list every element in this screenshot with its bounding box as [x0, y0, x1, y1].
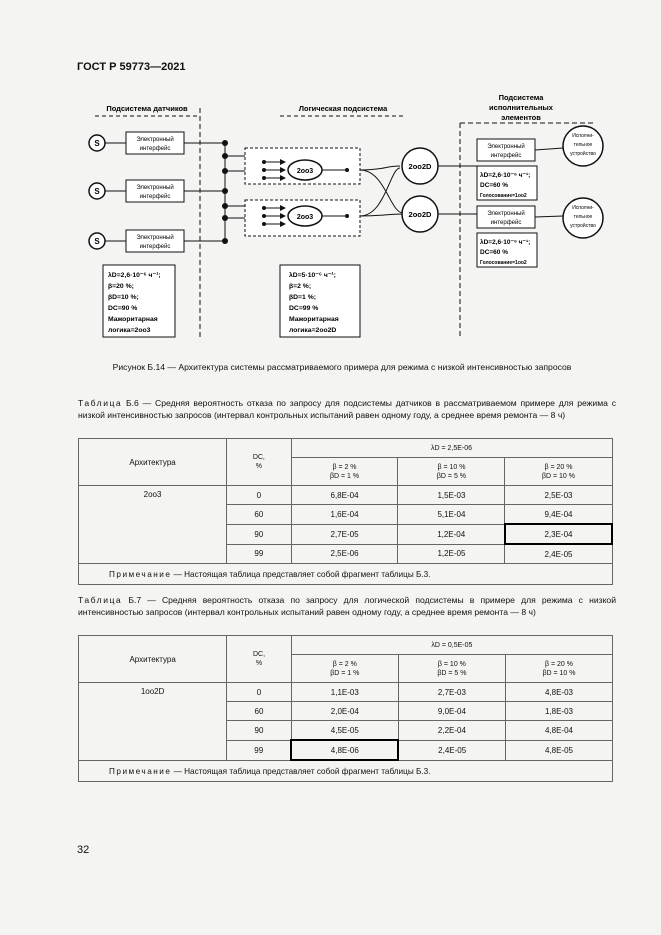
svg-text:Электронный: Электронный: [136, 235, 174, 241]
svg-text:S: S: [94, 139, 100, 148]
table7-header-architecture: Архитектура: [79, 636, 227, 683]
svg-text:Мажоритарная: Мажоритарная: [289, 316, 339, 323]
table-row: 60 2,0E-04 9,0E-04 1,8E-03: [79, 702, 613, 721]
svg-text:интерфейс: интерфейс: [139, 146, 171, 152]
table6-note: Примечание — Настоящая таблица представляет собой фрагмент таблицы Б.3.: [79, 564, 613, 585]
voter-2oo2D-1: [402, 148, 438, 184]
table6-header-dc: DC, %: [227, 439, 291, 486]
table-row: 2oo3 0 6,8E-04 1,5E-03 2,5E-03: [79, 486, 613, 505]
svg-text:β=20 %;: β=20 %;: [108, 283, 134, 290]
svg-text:S: S: [94, 187, 100, 196]
logic-block-2: [245, 200, 360, 236]
svg-text:Электронный: Электронный: [487, 211, 525, 217]
actuator-interface-1: [477, 139, 535, 161]
svg-text:β=2 %;: β=2 %;: [289, 283, 312, 290]
svg-text:DC=60 %: DC=60 %: [480, 182, 508, 189]
figure-caption: Рисунок Б.14 — Архитектура системы рассматриваемого примера для режима с низкой интенсивностью запросов: [112, 362, 572, 372]
table7-note: Примечание — Настоящая таблица представляет собой фрагмент таблицы Б.3.: [79, 760, 613, 782]
table6-architecture: 2oo3: [79, 486, 227, 564]
svg-text:логика=2oo2D: логика=2oo2D: [289, 327, 337, 334]
table-row: 1oo2D 0 1,1E-03 2,7E-03 4,8E-03: [79, 683, 613, 702]
svg-text:логика=2oo3: логика=2oo3: [108, 327, 151, 334]
table6-header-lambda: λD = 2,5E-06: [291, 439, 612, 458]
table7-header-beta-1: β = 2 % βD = 1 %: [291, 655, 398, 683]
logic-subsystem-title: Логическая подсистема: [298, 104, 388, 113]
table6-header-beta-3: β = 20 % βD = 10 %: [505, 458, 612, 486]
svg-text:Исполни-: Исполни-: [572, 133, 594, 139]
table6-header-beta-1: β = 2 % βD = 1 %: [291, 458, 398, 486]
svg-text:устройство: устройство: [570, 223, 596, 229]
svg-text:Голосование=1oo2: Голосование=1oo2: [480, 193, 527, 199]
sensor-interface-3: [126, 230, 184, 252]
table7-caption: Таблица Б.7 — Средняя вероятность отказа по запросу для логической подсистемы в примере для режима с низкой интенсивностью запросов (интервал контрольных испытаний равен одному году, а среднее время ремонта — 8 ч): [78, 595, 617, 617]
table7-highlighted-cell: 4,8E-06: [291, 740, 398, 760]
page-number: 32: [77, 844, 90, 856]
svg-text:2oo2D: 2oo2D: [408, 210, 432, 219]
executive-device-1: [563, 126, 603, 166]
svg-text:βD=10 %;: βD=10 %;: [108, 294, 139, 301]
actuator-params-1: [477, 166, 537, 200]
actuator-subsystem-title-1: Подсистема: [498, 93, 544, 102]
logic-params: [280, 265, 360, 337]
svg-text:DC=90 %: DC=90 %: [108, 305, 138, 312]
actuator-params-2: [477, 233, 537, 267]
svg-text:λD=5·10⁻⁶ ч⁻¹;: λD=5·10⁻⁶ ч⁻¹;: [289, 272, 336, 279]
sensor-params: [103, 265, 175, 337]
table7-header-beta-2: β = 10 % βD = 5 %: [398, 655, 505, 683]
document-header: ГОСТ Р 59773—2021: [77, 61, 186, 73]
sensor-3: [89, 233, 105, 249]
table7-header-lambda: λD = 0,5E-05: [291, 636, 612, 655]
table-row: 60 1,6E-04 5,1E-04 9,4E-04: [79, 505, 613, 525]
table6: [78, 438, 613, 585]
table7: [78, 635, 613, 782]
sensor-2: [89, 183, 105, 199]
table-row: 90 2,7E-05 1,2E-04 2,3E-04: [79, 524, 613, 544]
svg-text:DC=99 %: DC=99 %: [289, 305, 319, 312]
svg-text:2oo2D: 2oo2D: [408, 162, 432, 171]
actuator-subsystem-title-3: элементов: [501, 113, 541, 122]
svg-text:Электронный: Электронный: [136, 137, 174, 143]
svg-text:λD=2,6·10⁻⁶ ч⁻¹;: λD=2,6·10⁻⁶ ч⁻¹;: [108, 272, 161, 279]
svg-text:интерфейс: интерфейс: [490, 153, 522, 159]
sensor-interface-1: [126, 132, 184, 154]
table6-caption: Таблица Б.6 — Средняя вероятность отказа по запросу для подсистемы датчиков в рассматриваемом примере для режима с низкой интенсивностью запросов (интервал контрольных испытаний равен одному году, а среднее время ремонта — 8 ч): [78, 398, 616, 420]
svg-text:Мажоритарная: Мажоритарная: [108, 316, 158, 323]
svg-text:Электронный: Электронный: [136, 185, 174, 191]
architecture-diagram: [75, 88, 615, 343]
table-row: 99 4,8E-06 2,4E-05 4,8E-05: [79, 740, 613, 760]
logic-block-1: [245, 148, 360, 184]
table6-header-beta-2: β = 10 % βD = 5 %: [398, 458, 505, 486]
svg-text:Голосование=1oo2: Голосование=1oo2: [480, 260, 527, 266]
svg-text:λD=2,6·10⁻⁶ ч⁻¹;: λD=2,6·10⁻⁶ ч⁻¹;: [480, 172, 531, 179]
svg-text:S: S: [94, 237, 100, 246]
actuator-subsystem-title-2: исполнительных: [489, 103, 553, 112]
svg-text:2oo3: 2oo3: [296, 214, 314, 221]
sensor-subsystem-title: Подсистема датчиков: [106, 104, 188, 113]
table-row: 99 2,5E-06 1,2E-05 2,4E-05: [79, 544, 613, 564]
svg-text:λD=2,6·10⁻⁶ ч⁻¹;: λD=2,6·10⁻⁶ ч⁻¹;: [480, 239, 531, 246]
svg-text:Электронный: Электронный: [487, 144, 525, 150]
table6-highlighted-cell: 2,3E-04: [505, 524, 612, 544]
actuator-interface-2: [477, 206, 535, 228]
svg-text:Исполни-: Исполни-: [572, 205, 594, 211]
voter-2oo2D-2: [402, 196, 438, 232]
svg-text:интерфейс: интерфейс: [490, 220, 522, 226]
table7-architecture: 1oo2D: [79, 683, 227, 761]
table7-header-beta-3: β = 20 % βD = 10 %: [505, 655, 612, 683]
svg-text:интерфейс: интерфейс: [139, 194, 171, 200]
svg-text:устройство: устройство: [570, 151, 596, 157]
executive-device-2: [563, 198, 603, 238]
table7-header-dc: DC, %: [227, 636, 292, 683]
svg-text:DC=60 %: DC=60 %: [480, 249, 508, 256]
svg-text:βD=1 %;: βD=1 %;: [289, 294, 317, 301]
svg-text:тельное: тельное: [573, 142, 593, 148]
sensor-interface-2: [126, 180, 184, 202]
table6-header-architecture: Архитектура: [79, 439, 227, 486]
table-row: 90 4,5E-05 2,2E-04 4,8E-04: [79, 721, 613, 741]
svg-text:интерфейс: интерфейс: [139, 244, 171, 250]
svg-text:тельное: тельное: [573, 214, 593, 220]
svg-text:2oo3: 2oo3: [296, 168, 314, 175]
sensor-1: [89, 135, 105, 151]
